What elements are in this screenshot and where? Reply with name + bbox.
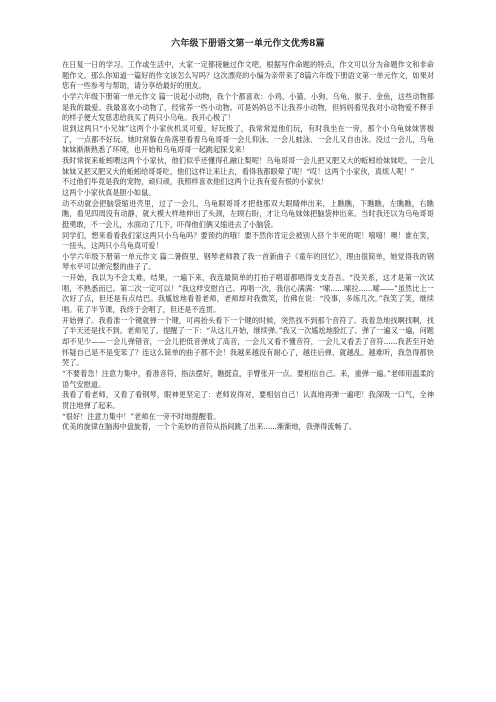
paragraph: 这两个小家伙真是胆小如鼠。 bbox=[62, 187, 156, 197]
paragraph: 动不动就会把脑袋缩进壳里，过了一会儿，乌龟眼哥哥才把他那双大眼睛伸出来，上瞧瞧，下瞧瞧，左瞧瞧，右瞧瞧，看见四周没有动静，就大模大样地伸出了头颈，左顾右盼，才让乌龟妹妹把脑袋伸出来。当时我还以为乌龟哥哥挺勇敢，不一会儿，水面动了几下，吓得他们俩又缩进去了小脑袋。 bbox=[62, 198, 434, 229]
paragraph: 小学六年级下册第一单元作文 篇一说起小动物，我个个都喜欢：小鸡、小猫、小狗、乌龟、猴子、金鱼，这些动物都是我的最爱。我最喜欢小动物了，经常养一些小动物。可是妈妈总不让我养小动物，但妈妈看见我对小动物爱不释手的样子便大发慈悲给我买了两只小乌龟。我开心极了！ bbox=[62, 91, 434, 123]
paragraph: “很好！注意力集中！”老师在一旁不时地提醒着。 bbox=[62, 411, 221, 421]
paragraph: 一开始，我以为不会太难，结果，一遍下来，我连最简单的打拍子唱谱都唱得支支吾吾。“没关系，这才是第一次试唱，不熟悉而已。第二次一定可以！”我这样安慰自己。再唱一次，我信心满满：“嗦......嗦拉......嗦——”虽然比上一次好了点，但还是有点结巴。我尴尬地看着老师，老师却对我微笑，仿佛在说：“没事，多练几次。”我笑了笑，继续唱。花了半节课，我终于会唱了，但还是不连贯。 bbox=[62, 273, 434, 315]
paragraph: 同学们，想来看看我们家这两只小乌龟吗？要预约的哦！要不然你肯定会被别人挤个半死的呢！嘻嘻！噢！谁在笑，一扭头，这两只小乌龟真可爱！ bbox=[62, 230, 434, 251]
paragraph: “不要着急！注意力集中，看准音符，指法摆好，瞧挺直，手臂张开一点。要相信自己。来，重弹一遍。”老师用温柔的语气安慰道。 bbox=[62, 369, 434, 389]
document-body bbox=[62, 60, 434, 433]
paragraph: 开始弹了。我看准一个键就弹一个键，可再抬头看下一个键的时候，突然找不到那个音符了。我着急地找啊找啊，找了半天还是找不到。老师见了，提醒了一下：“从这儿开始，继续弹。”我又一次尴尬地脸红了。弹了一遍又一遍，问题却不见少——一会儿弹错音，一会儿把低音弹成了高音，一会儿又看不懂音符，一会儿又看丢了音符......我甚至开始怀疑自己是不是变笨了？连这么简单的曲子都不会！我越来越没有耐心了，越往后弹，就越乱、越难听，我急得都快哭了。 bbox=[62, 315, 434, 368]
paragraph: 优美的旋律在脑海中盘旋着，一个个美妙的音符从指间跳了出来......渐渐地，我弹得流畅了。 bbox=[62, 422, 357, 432]
paragraph: 我看了看老师，又看了看钢琴，眼神更坚定了：老师说得对，要相信自己！认真地再弹一遍吧！我深吸一口气，全神贯注地弹了起来。 bbox=[62, 390, 434, 410]
document-title: 六年级下册语文第一单元作文优秀8篇 bbox=[171, 39, 325, 49]
paragraph: 不过他们毕竟是我的宠物，顽归顽，我照样喜欢他们这两个让我有爱有恨的小家伙！ bbox=[62, 177, 328, 187]
paragraph: 在日复一日的学习、工作或生活中，大家一定都接触过作文吧，根据写作命题的特点，作文可以分为命题作文和非命题作文。那么你知道一篇好的作文该怎么写吗？这次漂亮的小编为亲带来了8篇六年级下册语文第一单元作文，如果对您有一些参考与帮助，请分享给最好的朋友。 bbox=[62, 60, 434, 91]
paragraph: 小学六年级下册第一单元作文 篇二暑假里，钢琴老师教了我一首新曲子《童年的回忆》，理由很简单，她觉得我的钢琴水平可以弹完整的曲子了。 bbox=[62, 251, 434, 272]
paragraph: 我时常捉来蚯蚓喂这两个小家伙，他们似乎还懂得孔融让梨呢！乌龟哥哥一会儿把又肥又大的蚯蚓给妹妹吃，一会儿妹妹又把又肥又大的蚯蚓给哥哥吃，他们这样让来让去，看得我都眼晕了呢！“哎！这两个小家伙，真烦人呢！” bbox=[62, 155, 434, 176]
paragraph: 说到这两只“小兄妹”这两个小家伙机灵可爱，好玩极了，我常常逗他们玩，有时我坐在一旁，那个小乌龟妹妹害极了，一点都不好玩。她时常躲在角落里看着乌龟哥哥一会儿仰泳、一会儿蛙泳、一会儿又自由泳。没过一会儿，乌龟妹妹渐渐熟悉了环境，也开始和乌龟哥哥一起跳起探戈来！ bbox=[62, 123, 434, 155]
